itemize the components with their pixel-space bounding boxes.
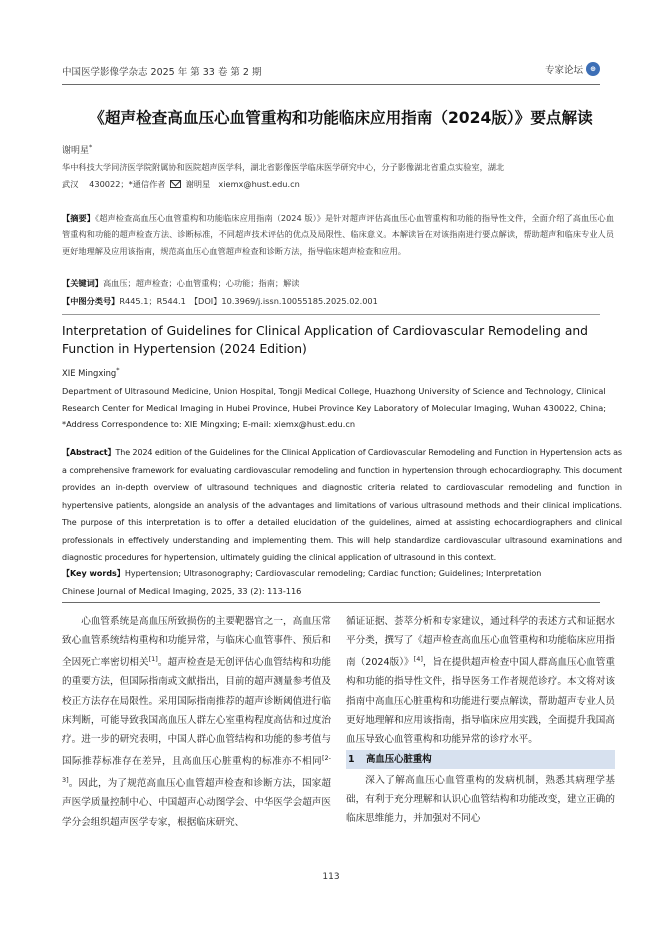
citation: Chinese Journal of Medical Imaging, 2025, 33 (2): 113-116 [62, 586, 302, 596]
body-column-right [346, 612, 615, 828]
chinese-abstract: 【摘要】《超声检查高血压心血管重构和功能临床应用指南（2024 版）》是针对超声评估高血压心血管重构和功能的指导性文件，全面介绍了高血压心血管重构和功能的超声检查方法、诊断标准，不同超声技术评估的优点及局限性、临床意义。本解读旨在对该指南进行要点解读，帮助超声和临床专业人员更好地理解及应用该指南，规范高血压心血管超声检查和诊断方法，指导临床超声检查和应用。 [62, 213, 614, 256]
reference-mark: [2-3] [62, 753, 331, 785]
english-author: XIE Mingxing* [62, 366, 120, 378]
chinese-affiliation: 华中科技大学同济医学院附属协和医院超声医学科，湖北省影像医学临床医学研究中心，分子影像湖北省重点实验室，湖北 武汉 430022；*通信作者 谢明星 xiemx@hust.edu.cn [62, 162, 505, 189]
divider [62, 602, 600, 603]
section-tag [545, 62, 600, 76]
journal-logo-icon: ⊕ [586, 62, 600, 76]
divider [62, 314, 600, 315]
reference-mark: [1] [148, 655, 158, 664]
running-header [62, 62, 600, 82]
page-number: 113 [322, 872, 340, 882]
body-paragraph: 深入了解高血压心血管重构的发病机制，熟悉其病理学基础，有利于充分理解和认识心血管结构和功能改变，建立正确的临床思维能力，并加强对不同心 [346, 774, 615, 825]
classification-doi: 【中图分类号】R445.1；R544.1 【DOI】10.3969/j.issn.10055185.2025.02.001 [62, 296, 378, 306]
chinese-keywords: 【关键词】高血压；超声检查；心血管重构；心功能；指南；解读 [62, 278, 300, 288]
english-affiliation: Department of Ultrasound Medicine, Union Hospital, Tongji Medical College, Huazhong University of Science and Technology, Clinical Research Center for Medical Imaging in Hubei Province, Hubei Province Key Laboratory of Molecular Imaging, Wuhan 430022, China; *Address Correspondence to: XIE Mingxing; E-mail: xiemx@hust.edu.cn [62, 386, 607, 429]
email-icon [170, 180, 181, 188]
journal-info: 中国医学影像学杂志 2025 年 第 33 卷 第 2 期 [62, 67, 262, 78]
section-label: 专家论坛 [544, 65, 583, 76]
header-rule [62, 84, 600, 85]
chinese-title: 《超声检查高血压心血管重构和功能临床应用指南（2024版）》要点解读 [89, 109, 593, 127]
reference-mark: [4] [413, 655, 423, 664]
english-title: Interpretation of Guidelines for Clinical Application of Cardiovascular Remodeling and Function in Hypertension (2024 Edition) [62, 324, 588, 356]
english-abstract: 【Abstract】The 2024 edition of the Guidelines for the Clinical Application of Cardiovascular Remodeling and Function in Hypertension acts as a comprehensive framework for evaluating cardiovascular remodeling and function in hypertension through echocardiography. This document provides an in-depth overview of ultrasound techniques and diagnostic criteria related to cardiovascular remodeling and function in hypertensive patients, alongside an analysis of the advantages and limitations of various ultrasound methods and their clinical implications. The purpose of this interpretation is to offer a detailed elucidation of the guidelines, aimed at assisting echocardiographers and clinical professionals in effectively understanding and implementing them. This will help standardize cardiovascular ultrasound examinations and diagnostic procedures for hypertension, ultimately guiding the clinical application of ultrasound in this context. [62, 448, 622, 562]
section-heading: 1 高血压心脏重构 [346, 750, 615, 769]
body-paragraph: 循证证据、荟萃分析和专家建议，通过科学的表述方式和证据水平分类，撰写了《超声检查高血压心血管重构和功能临床应用指南（2024版）》[4]，旨在提供超声检查中国人群高血压心血管重构和功能的指导性文件，指导医务工作者规范诊疗。本文将对该指南中高血压心脏重构和功能进行要点解读，帮助超声专业人员更好地理解和应用该指南，指导临床应用实践，全面提升我国高血压导致心血管重构和功能异常的诊疗水平。 [346, 616, 615, 745]
english-keywords: 【Key words】Hypertension; Ultrasonography; Cardiovascular remodeling; Cardiac function; Guidelines; Interpretation [62, 569, 542, 578]
correspondence-email: 谢明星 xiemx@hust.edu.cn [185, 179, 300, 189]
body-column-left [62, 612, 331, 832]
body-paragraph: 心血管系统是高血压所致损伤的主要靶器官之一，高血压常致心血管系统结构重构和功能异常，与临床心血管事件、预后和全因死亡率密切相关[1]。超声检查是无创评估心血管结构和功能的重要方法，但国际指南或文献指出，目前的超声测量参考值及校正方法存在局限性。采用国际指南推荐的超声诊断阈值进行临床判断，可能导致我国高血压人群左心室重构程度高估和过度治疗。进一步的研究表明，中国人群心血管结构和功能的参考值与国际推荐标准存在差异，且高血压心脏重构的标准亦不相同[2-3]。因此，为了规范高血压心血管超声检查和诊断方法，国家超声医学质量控制中心、中国超声心动图学会、中华医学会超声医学分会组织超声医学专家，根据临床研究、 [62, 616, 331, 828]
chinese-author: 谢明星* [62, 143, 93, 156]
